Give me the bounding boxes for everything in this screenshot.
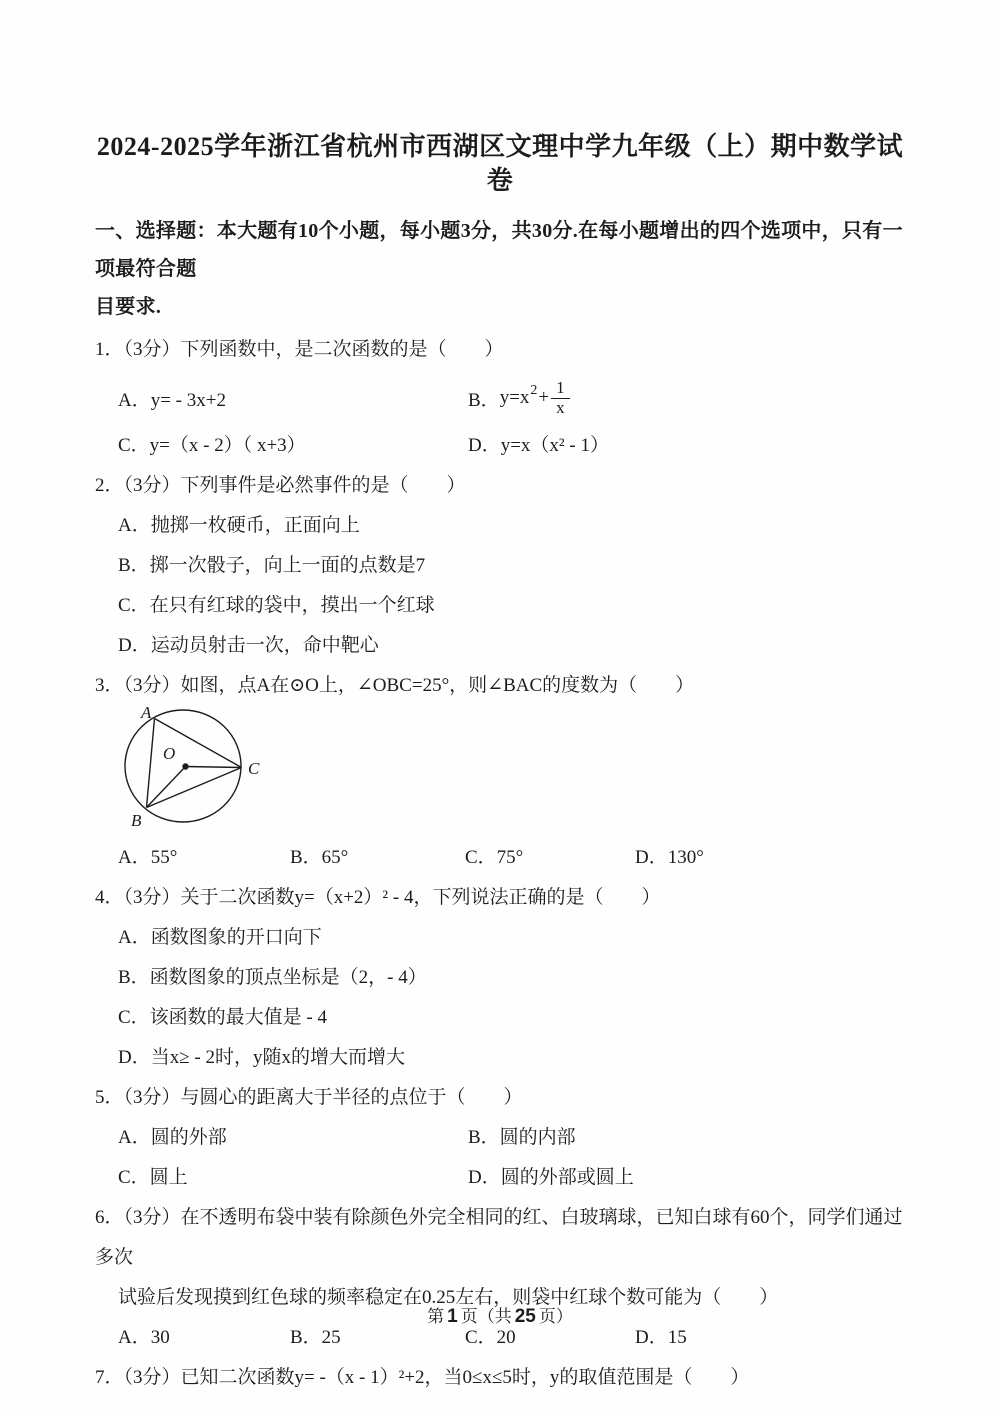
page-title: 2024-2025学年浙江省杭州市西湖区文理中学九年级（上）期中数学试卷 — [96, 132, 904, 195]
question-5-stem: 5．（3分）与圆心的距离大于半径的点位于（ ） — [95, 1087, 523, 1108]
question-1-options-row-2 — [95, 426, 905, 466]
page-footer — [0, 1302, 1000, 1328]
question-5-option-a: A．圆的外部 — [118, 1127, 227, 1148]
question-1-option-c: C．y=（x - 2）（ x+3） — [118, 435, 306, 456]
section-header-line1: 一、选择题：本大题有10个小题，每小题3分，共30分.在每小题增出的四个选项中，只有一项最符合题 — [95, 220, 903, 280]
question-3-options-row — [95, 838, 905, 878]
option-b-lhs: y=x — [499, 387, 530, 408]
point-a-label: A — [141, 704, 152, 722]
question-4-option-d: D．当x≥ - 2时，y随x的增大而增大 — [118, 1047, 405, 1068]
question-1-options-row-1 — [95, 370, 905, 426]
section-header-line2: 目要求. — [95, 296, 162, 318]
question-3-option-d: D．130° — [635, 847, 704, 868]
question-6-option-b: B．25 — [290, 1327, 341, 1348]
question-6-stem-line1: 6．（3分）在不透明布袋中装有除颜色外完全相同的红、白玻璃球，已知白球有60个，同学们通过多次 — [95, 1207, 903, 1268]
question-7-stem: 7．（3分）已知二次函数y= -（x - 1）²+2，当0≤x≤5时，y的取值范围是（ ） — [95, 1367, 750, 1388]
footer-prefix: 第 — [427, 1307, 445, 1326]
footer-mid: 页（共 — [460, 1307, 512, 1326]
question-1-stem: 1．（3分）下列函数中，是二次函数的是（ ） — [95, 339, 504, 360]
circle-o-diagram — [107, 704, 277, 836]
page-number: 1 — [447, 1306, 458, 1327]
total-pages: 25 — [514, 1306, 536, 1327]
fraction-numerator: 1 — [551, 379, 570, 399]
circle-figure — [107, 704, 905, 836]
question-3-option-b: B．65° — [290, 847, 349, 868]
footer-suffix: 页） — [538, 1307, 573, 1326]
question-1-option-d: D．y=x（x² - 1） — [468, 435, 609, 456]
question-6-option-d: D．15 — [635, 1327, 687, 1348]
question-1 — [95, 330, 905, 466]
question-3-stem: 3．（3分）如图，点A在⊙O上，∠OBC=25°，则∠BAC的度数为（ ） — [95, 675, 695, 696]
center-o-label: O — [163, 744, 176, 763]
question-5 — [95, 1078, 905, 1198]
question-3-option-c: C．75° — [465, 847, 524, 868]
question-1-option-b — [468, 379, 570, 417]
question-2-option-d: D．运动员射击一次，命中靶心 — [118, 635, 379, 656]
question-5-options-row-2 — [95, 1158, 905, 1198]
question-4-option-c: C．该函数的最大值是 - 4 — [118, 1007, 328, 1028]
question-3 — [95, 666, 905, 878]
question-2-option-a: A．抛掷一枚硬币，正面向上 — [118, 515, 360, 536]
question-5-option-c: C．圆上 — [118, 1167, 188, 1188]
question-4 — [95, 878, 905, 1078]
fraction — [551, 379, 570, 417]
option-b-plus: + — [538, 387, 550, 408]
question-2-option-b: B．掷一次骰子，向上一面的点数是7 — [118, 555, 426, 576]
point-c-label: C — [248, 759, 260, 778]
question-1-option-a: A．y= - 3x+2 — [118, 389, 226, 411]
question-3-option-a: A．55° — [118, 847, 178, 868]
option-b-label: B． — [468, 389, 500, 411]
option-b-exponent: 2 — [530, 383, 538, 398]
question-6 — [95, 1198, 905, 1358]
question-5-option-d: D．圆的外部或圆上 — [468, 1167, 634, 1188]
question-4-option-b: B．函数图象的顶点坐标是（2，- 4） — [118, 967, 427, 988]
question-4-option-a: A．函数图象的开口向下 — [118, 927, 322, 948]
point-b-label: B — [131, 811, 142, 830]
question-2-stem: 2．（3分）下列事件是必然事件的是（ ） — [95, 475, 466, 496]
question-7 — [95, 1358, 905, 1398]
question-2-option-c: C．在只有红球的袋中，摸出一个红球 — [118, 595, 435, 616]
fraction-denominator: x — [556, 397, 565, 417]
question-2 — [95, 466, 905, 666]
question-4-stem: 4．（3分）关于二次函数y=（x+2）² - 4，下列说法正确的是（ ） — [95, 887, 661, 908]
question-5-options-row-1 — [95, 1118, 905, 1158]
question-6-option-a: A．30 — [118, 1327, 170, 1348]
question-6-stem-line2: 试验后发现摸到红色球的频率稳定在0.25左右，则袋中红球个数可能为（ ） — [118, 1287, 779, 1308]
question-6-option-c: C．20 — [465, 1327, 516, 1348]
question-5-option-b: B．圆的内部 — [468, 1127, 576, 1148]
